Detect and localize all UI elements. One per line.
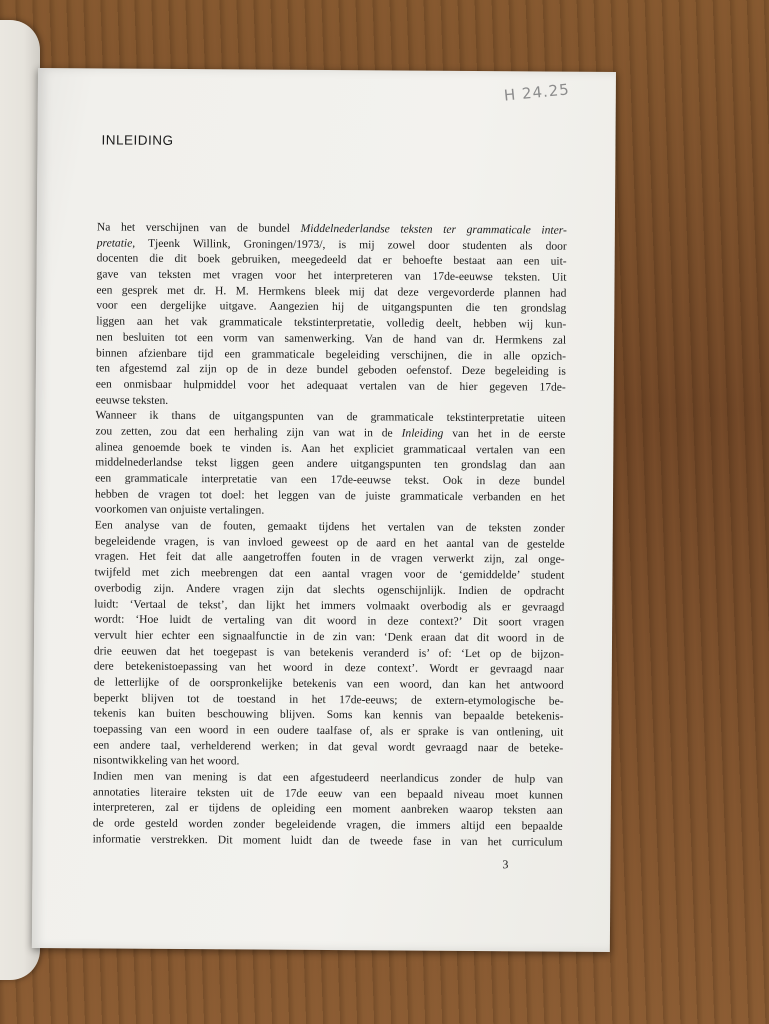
text-segment: Na het verschijnen van de bundel: [96, 221, 301, 235]
text-segment: toepassing van een woord in een oudere taalfase of, als er sprake is van ontlening, uit: [93, 723, 564, 739]
text-segment: binnen afzienbare tijd een grammaticale begeleiding verschijnen, die in alle opzich-: [95, 346, 567, 363]
text-segment: een andere taal, verhelderend werken; in dat geval wordt gevraagd naar de beteke-: [93, 739, 564, 755]
italic-title: Middelnederlandse teksten ter grammaticale inter-: [300, 222, 567, 237]
text-segment: twijfeld met zich meebrengen dat een aantal vragen voor de ‘gemiddelde’ student: [94, 566, 565, 582]
text-segment: middelnederlandse tekst liggen geen andere uitgangspunten ten grondslag dan aan: [95, 456, 566, 473]
text-segment: informatie verstrekken. Dit moment luidt dan de tweede fase in van het curriculum: [92, 833, 563, 849]
text-segment: beperkt blijven tot de toestand in het 17de-eeuws; de extern-etymologische be-: [93, 692, 564, 708]
text-segment: , Tjeenk Willink, Groningen/1973/, is mij zowel door studenten als door: [132, 237, 567, 253]
text-segment: voorkomen van onjuiste vertalingen.: [94, 503, 265, 517]
text-segment: drie eeuwen dat het toegepast is van betekenis veranderd is’ of: ‘Let op de bijzon-: [93, 644, 564, 661]
text-segment: de orde gesteld worden zonder begeleidende vragen, die immers altijd een bepaalde: [92, 817, 563, 833]
italic-title: pretatie: [96, 237, 133, 250]
text-line: [93, 832, 563, 851]
text-segment: vragen. Het feit dat alle aangetroffen fouten in de vragen verwerkt zijn, zal onge-: [94, 550, 565, 567]
text-segment: alinea genoemde boek te vinden is. Aan het expliciet grammaticaal vertalen van een: [95, 441, 566, 457]
text-segment: liggen aan het vak grammaticale tekstinterpretatie, volledig deelt, hebben wij kun-: [96, 315, 567, 331]
text-segment: interpreteren, zal er tijdens de opleiding een moment aanbreken waarop teksten aan: [92, 801, 563, 818]
text-segment: de letterlijke of de oorspronkelijke betekenis van een woord, dan kan het antwoord: [93, 676, 564, 692]
text-segment: overbodig zijn. Andere vragen zijn dat slechts ogenschijnlijk. Indien de opdracht: [94, 582, 565, 598]
text-segment: eeuwse teksten.: [95, 393, 169, 407]
text-segment: nisontwikkeling van het woord.: [93, 754, 240, 768]
book-page: [32, 68, 616, 952]
text-segment: van het in de eerste: [443, 427, 566, 441]
text-segment: Indien men van mening is dat een afgestudeerd neerlandicus zonder de hulp van: [93, 770, 564, 786]
text-segment: wordt: ‘Hoe luidt de vertaling van dit woord in deze context?’ Dit soort vragen: [94, 613, 565, 629]
text-segment: nen besluiten tot een vorm van samenwerking. Van de hand van dr. Hermkens zal: [96, 331, 567, 347]
pencil-annotation: H 24.25: [503, 80, 571, 105]
text-segment: ten afgestemd zal zijn op de in deze bundel geboden oefenstof. Deze begeleiding is: [95, 362, 566, 378]
text-segment: annotaties literaire teksten uit de 17de eeuw van een bepaald niveau moet kunnen: [92, 786, 563, 802]
italic-title: Inleiding: [401, 427, 444, 440]
text-segment: gave van teksten met vragen voor het interpreteren van 17de-eeuwse teksten. Uit: [96, 268, 567, 284]
text-segment: Wanneer ik thans de uitgangspunten van de grammaticale tekstinterpretatie uiteen: [95, 409, 566, 425]
page-number: 3: [502, 857, 509, 872]
text-segment: een gesprek met dr. H. M. Hermkens bleek mij dat deze vergevorderde plannen had: [96, 284, 567, 300]
text-segment: vervult hier echter een signaalfunctie in de zin van: ‘Denk eraan dat dit woord in de: [93, 629, 565, 645]
text-segment: docenten die dit boek gebruiken, meegedeeld dat er behoefte bestaat aan een uit-: [96, 252, 567, 269]
text-segment: voor een dergelijke uitgave. Aangezien hij de uitgangspunten die ten grondslag: [96, 299, 567, 316]
text-segment: Een analyse van de fouten, gemaakt tijdens het vertalen van de teksten zonder: [94, 519, 565, 535]
text-segment: zou zetten, zou dat een herhaling zijn van wat in de: [95, 425, 402, 440]
text-segment: hebben de vragen tot doel: het leggen van de juiste grammaticale verbanden en het: [94, 488, 566, 504]
text-segment: tekenis kan buiten beschouwing blijven. Soms kan kennis van bepaalde betekenis-: [93, 707, 564, 723]
text-segment: een grammaticale interpretatie van een 17de-eeuwse tekst. Ook in deze bundel: [95, 472, 566, 488]
chapter-heading: INLEIDING: [101, 132, 174, 148]
text-segment: een onmisbaar hulpmiddel voor het adequaat vertalen van de hier gegeven 17de-: [95, 378, 566, 394]
body-text: [93, 220, 567, 851]
text-segment: begeleidende vragen, is van invloed geweest op de aard en het aantal van de gestelde: [94, 535, 565, 551]
text-segment: dere betekenistoepassing van het woord in deze context’. Wordt er gevraagd naar: [93, 660, 564, 676]
text-segment: luidt: ‘Vertaal de tekst’, dan lijkt het immers volmaakt overbodig als er gevraagd: [94, 597, 565, 614]
